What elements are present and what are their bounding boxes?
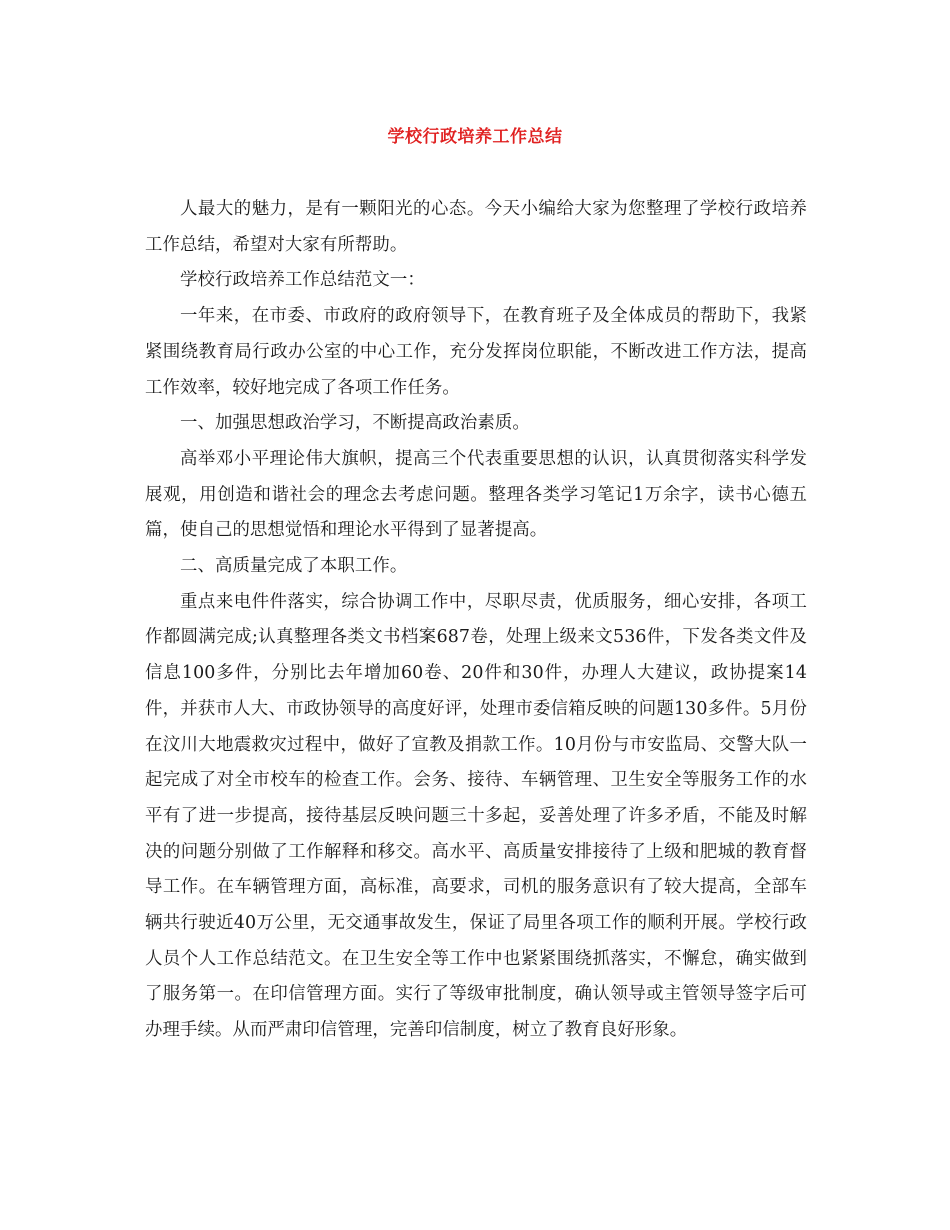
paragraph-intro: 人最大的魅力，是有一颗阳光的心态。今天小编给大家为您整理了学校行政培养工作总结，希望对大家有所帮助。 (145, 199, 807, 255)
paragraph-political-study: 高举邓小平理论伟大旗帜，提高三个代表重要思想的认识，认真贯彻落实科学发展观，用创造和谐社会的理念去考虑问题。整理各类学习笔记1万余字，读书心德五篇，使自己的思想觉悟和理论水平得到了显著提高。 (145, 448, 807, 541)
document-title: 学校行政培养工作总结 (387, 127, 563, 147)
section-heading-2: 二、高质量完成了本职工作。 (180, 556, 408, 577)
section-heading-1: 一、加强思想政治学习，不断提高政治素质。 (180, 413, 530, 434)
paragraph-work-details: 重点来电件件落实，综合协调工作中，尽职尽责，优质服务，细心安排，各项工作都圆满完成;认真整理各类文书档案687卷，处理上级来文536件，下发各类文件及信息100多件，分别比去年增加60卷、20件和30件，办理人大建议，政协提案14件，并获市人大、市政协领导的高度好评，处理市委信箱反映的问题130多件。5月份在汶川大地震救灾过程中，做好了宣教及捐款工作。10月份与市安监局、交警大队一起完成了对全市校车的检查工作。会务、接待、车辆管理、卫生安全等服务工作的水平有了进一步提高，接待基层反映问题三十多起，妥善处理了许多矛盾，不能及时解决的问题分别做了工作解释和移交。高水平、高质量安排接待了上级和肥城的教育督导工作。在车辆管理方面，高标准，高要求，司机的服务意识有了较大提高，全部车辆共行驶近40万公里，无交通事故发生，保证了局里各项工作的顺利开展。学校行政人员个人工作总结范文。在卫生安全等工作中也紧紧围绕抓落实，不懈怠，确实做到了服务第一。在印信管理方面。实行了等级审批制度，确认领导或主管领导签字后可办理手续。从而严肃印信管理，完善印信制度，树立了教育良好形象。 (145, 591, 807, 1041)
paragraph-sample-heading: 学校行政培养工作总结范文一： (180, 270, 425, 291)
paragraph-overview: 一年来，在市委、市政府的政府领导下，在教育班子及全体成员的帮助下，我紧紧围绕教育局行政办公室的中心工作，充分发挥岗位职能，不断改进工作方法，提高工作效率，较好地完成了各项工作任务。 (145, 306, 807, 398)
document-body (145, 192, 807, 1049)
